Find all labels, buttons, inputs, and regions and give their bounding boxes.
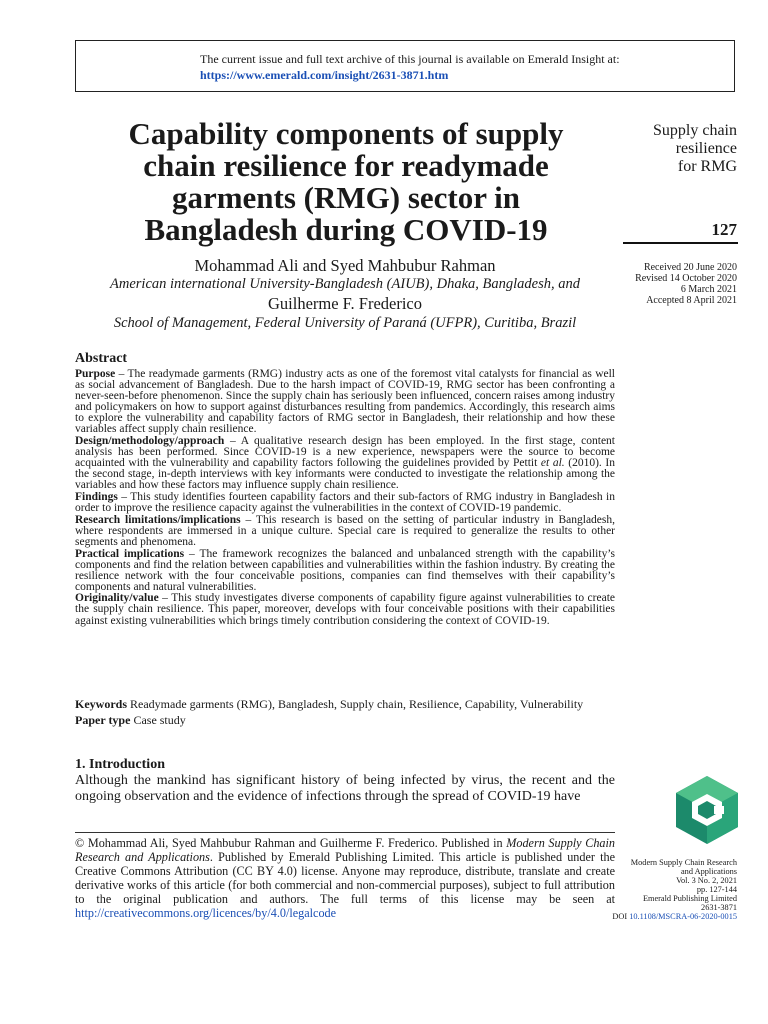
article-title [78,118,614,246]
footnote-journal: Modern Supply Chain Research and Applications [75,836,615,864]
date-revised-2: 6 March 2021 [680,284,737,295]
design-text: – A qualitative research design has been employed. In the first stage, content analysis has been performed. Since COVID-19 is a new experience, newspapers were the source to become acquainted with the vulnerability and capability factors following the guidelines provided by Pettit [75,435,615,470]
footnote-text-cont: . Published by Emerald Publishing Limited. This article is published under the Creative Commons Attribution (CC BY 4.0) license. Anyone may reproduce, distribute, translate and create derivative works of this article (for both commercial and non-commercial purposes), subject to full attribution to the original publication and authors. The full terms of this license may be seen at [75,850,615,906]
running-head-line: resilience [675,140,737,157]
keywords-label: Keywords [75,697,127,711]
doi-link[interactable]: 10.1108/MSCRA-06-2020-0015 [629,912,737,921]
abstract-originality [75,593,615,626]
purpose-text: – The readymade garments (RMG) industry acts as one of the foremost vital catalysts for financial as well as social advancement of Bangladesh. Due to the harsh impact of COVID-19, RMG sector has been confronting a never-seen-before phenomenon. Since the supply chain has seriously been influenced, concern raises among industry and policymakers on how to support against disturbances resulting from pandemics. Accordingly, this research aims to explore the vulnerability and capability factors of RMG sector in Bangladesh, their relationship and how these variables affect supply chain resilience. [75,368,615,436]
footnote-divider [75,832,615,833]
abstract-limitations [75,515,615,548]
design-citation: et al. [540,457,565,470]
abstract-findings [75,492,615,514]
limitations-text: – This research is based on the setting of particular industry in Bangladesh, where respondents are immersed in a unique culture. Special care is required to generalize the results to other segments and phenomena. [75,513,616,548]
design-text-cont: (2010). In the second stage, in-depth interviews with key informants were conducted to investigate the relationship among the variables and how these factors may influence supply chain resilience. [75,457,615,492]
abstract-heading: Abstract [75,351,128,366]
author-3: Guilherme F. Frederico [267,294,422,313]
footnote-text: © Mohammad Ali, Syed Mahbubur Rahman and Guilherme F. Frederico. Published in [75,836,507,850]
doi-line [577,912,737,921]
journal-info [577,858,737,921]
keywords [75,697,615,712]
logo-gap [714,806,724,814]
abstract-design [75,436,615,491]
date-accepted: Accepted 8 April 2021 [646,295,737,306]
running-head [587,122,737,176]
journal-info-line: Modern Supply Chain Research [630,858,737,867]
paper-type-text: Case study [130,713,186,727]
crossmark-icon[interactable] [676,776,738,844]
purpose-label: Purpose [75,368,116,380]
practical-label: Practical implications [75,547,185,560]
originality-label: Originality/value [75,592,159,605]
banner-text: The current issue and full text archive of this journal is available on Emerald Insight at: [200,52,620,66]
running-head-line: Supply chain [653,122,737,139]
title-line: garments (RMG) sector in [171,180,521,215]
copyright-footnote [75,836,615,920]
keywords-text: Readymade garments (RMG), Bangladesh, Supply chain, Resilience, Capability, Vulnerability [127,697,584,711]
title-line: Capability components of supply [128,116,564,151]
originality-text: – This study investigates diverse components of capability figure against vulnerabilities to create the supply chain resilience. This paper, moreover, develops with four conceivable positions with their capabilities against existing vulnerabilities which brings timely contribution considering the context of COVID-19. [75,592,615,627]
journal-info-line: Emerald Publishing Limited [642,894,737,903]
design-label: Design/methodology/approach [75,435,225,448]
journal-info-line: Vol. 3 No. 2, 2021 [676,876,737,885]
page-number: 127 [711,220,737,239]
article-dates [587,262,737,306]
title-line: chain resilience for readymade [143,148,549,183]
date-received: Received 20 June 2020 [643,262,737,273]
findings-text: – This study identifies fourteen capability factors and their sub-factors of RMG industry in Bangladesh in order to improve the resilience capacity against the vulnerabilities in the context of COVID-19 pandemic. [75,491,615,515]
journal-info-line: and Applications [681,867,737,876]
introduction-paragraph: Although the mankind has significant history of being infected by virus, the recent and the ongoing observation and the evidence of infections through the spread of COVID-19 have [75,773,615,804]
limitations-label: Research limitations/implications [75,513,241,526]
date-revised: Revised 14 October 2020 [635,273,737,284]
license-link[interactable]: http://creativecommons.org/licences/by/4.0/legalcode [75,906,337,920]
running-head-line: for RMG [677,158,737,175]
doi-label: DOI [612,912,630,921]
affiliation-1: American international University-Bangladesh (AIUB), Dhaka, Bangladesh, and [110,276,580,292]
abstract-body [75,369,615,627]
section-heading-introduction: 1. Introduction [75,757,165,772]
journal-info-line: 2631-3871 [701,903,737,912]
paper-type-label: Paper type [75,713,131,727]
journal-banner [75,40,735,92]
banner-link[interactable]: https://www.emerald.com/insight/2631-3871.htm [200,68,449,82]
paper-type [75,713,615,728]
title-line: Bangladesh during COVID-19 [144,212,548,247]
abstract-practical [75,549,615,593]
authors: Mohammad Ali and Syed Mahbubur Rahman [194,256,496,275]
practical-text: – The framework recognizes the balanced and unbalanced strength with the capability’s components and find the relation between capabilities and vulnerabilities within the fashion industry. By creating the resilience network with the four conceivable positions, companies can find themselves with their capability’s components and natural vulnerabilities. [75,547,615,593]
affiliation-2: School of Management, Federal University of Paraná (UFPR), Curitiba, Brazil [113,315,577,331]
journal-info-line: pp. 127-144 [696,885,737,894]
abstract-purpose [75,369,615,436]
side-divider [623,242,738,244]
findings-label: Findings [75,491,118,504]
